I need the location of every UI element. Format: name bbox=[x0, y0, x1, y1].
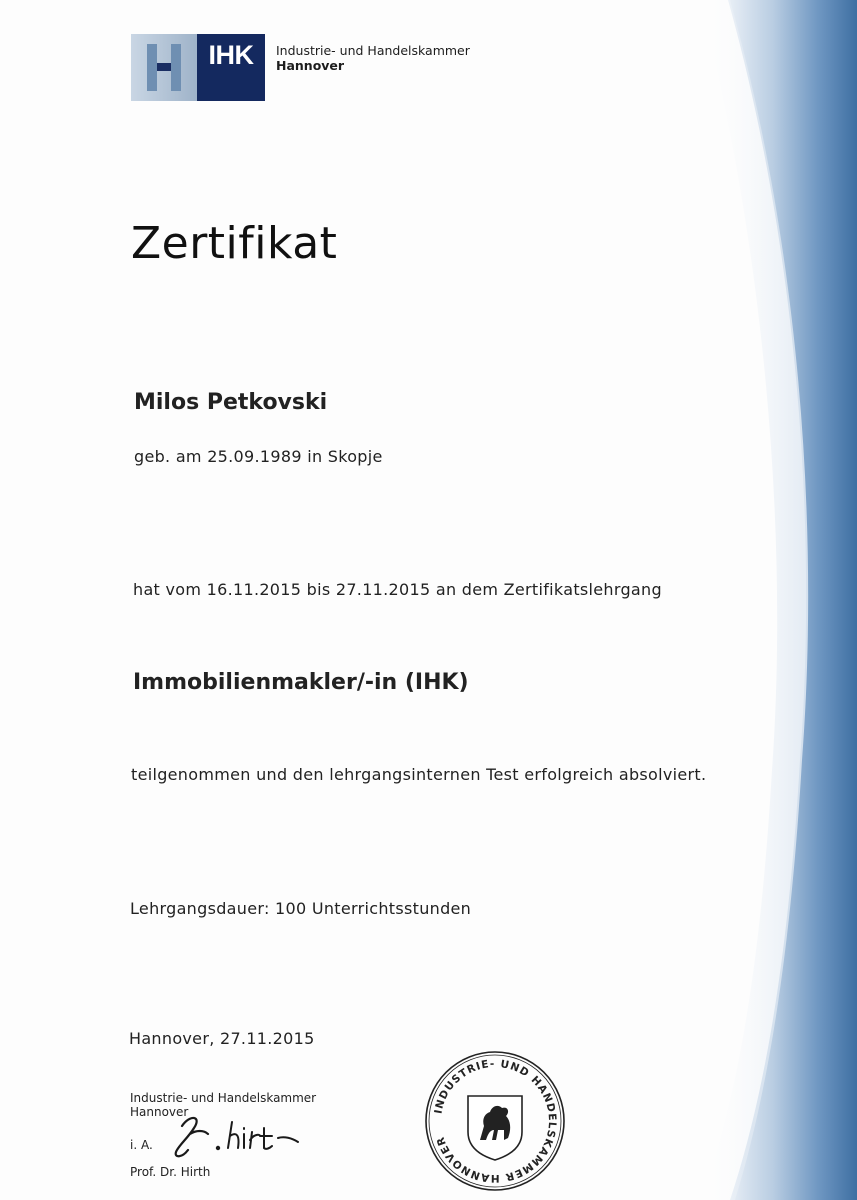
place-date: Hannover, 27.11.2015 bbox=[129, 1029, 315, 1048]
signature-org-line2: Hannover bbox=[130, 1105, 189, 1119]
course-name: Immobilienmakler/-in (IHK) bbox=[133, 670, 469, 695]
organization-line1: Industrie- und Handelskammer bbox=[276, 43, 470, 58]
ihk-h-mark bbox=[131, 34, 197, 101]
organization-name bbox=[276, 43, 470, 73]
handwritten-signature bbox=[160, 1108, 310, 1168]
recipient-name: Milos Petkovski bbox=[134, 390, 328, 415]
course-duration: Lehrgangsdauer: 100 Unterrichtsstunden bbox=[130, 899, 472, 918]
course-period: hat vom 16.11.2015 bis 27.11.2015 an dem Zertifikatslehrgang bbox=[133, 580, 662, 599]
course-result: teilgenommen und den lehrgangsinternen Test erfolgreich absolviert. bbox=[131, 765, 707, 784]
ihk-logo bbox=[131, 34, 265, 101]
certificate-title: Zertifikat bbox=[131, 218, 338, 269]
seal-text: INDUSTRIE- UND HANDELSKAMMER HANNOVER bbox=[432, 1057, 559, 1185]
signatory-name: Prof. Dr. Hirth bbox=[130, 1165, 211, 1179]
recipient-birth: geb. am 25.09.1989 in Skopje bbox=[134, 447, 383, 466]
signature-org-line1: Industrie- und Handelskammer bbox=[130, 1091, 317, 1105]
official-seal bbox=[424, 1050, 566, 1192]
ihk-logo-text: IHK bbox=[197, 34, 265, 101]
signature-ia: i. A. bbox=[130, 1138, 153, 1152]
organization-line2: Hannover bbox=[276, 58, 345, 73]
